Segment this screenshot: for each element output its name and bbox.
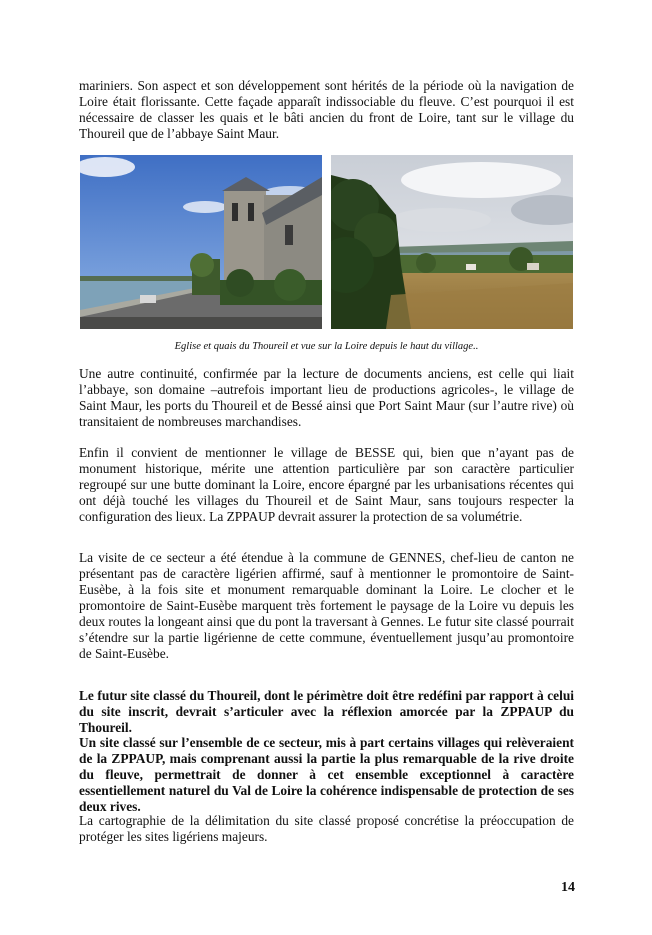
- paragraph-mariniers: mariniers. Son aspect et son développement sont hérités de la période où la navigation de Loire était florissante. Cette façade apparaît indissociable du fleuve. C’est pourquoi il est nécessaire de classer les quais et le bâti ancien du front de Loire, tant sur le village du Thoureil que de l’abbaye Saint Maur.: [79, 78, 574, 141]
- page-number: 14: [561, 880, 575, 895]
- paragraph-futur-site-classe: Le futur site classé du Thoureil, dont le périmètre doit être redéfini par rapport à celui du site inscrit, devrait s’articuler avec la réflexion amorcée par la ZPPAUP du Thoureil.: [79, 688, 574, 735]
- paragraph-cartographie: La cartographie de la délimitation du site classé proposé concrétise la préoccupation de protéger les sites ligériens majeurs.: [79, 813, 574, 844]
- paragraph-site-classe-ensemble: Un site classé sur l’ensemble de ce secteur, mis à part certains villages qui relèveraient de la ZPPAUP, mais comprenant aussi la partie la plus remarquable de la rive droite du fleuve, permettrait de donner à cet ensemble exceptionnel à caractère essentiellement naturel du Val de Loire la cohérence indispensable de protection de ses deux rives.: [79, 735, 574, 814]
- paragraph-gennes: La visite de ce secteur a été étendue à la commune de GENNES, chef-lieu de canton ne présentant pas de caractère ligérien affirmé, sauf à mentionner le promontoire de Saint-Eusèbe, à la fois site et monument remarquable dominant la Loire. Le clocher et le promontoire de Saint-Eusèbe marquent très fortement le paysage de la Loire vu depuis les deux routes la longeant ainsi que du pont la traversant à Gennes. Le futur site classé pourrait s’étendre sur la partie ligérienne de cette commune, éventuellement jusqu’au promontoire de Saint-Eusèbe.: [79, 550, 574, 661]
- photo-caption: Eglise et quais du Thoureil et vue sur la Loire depuis le haut du village..: [174, 341, 479, 352]
- paragraph-continuite: Une autre continuité, confirmée par la lecture de documents anciens, est celle qui liait l’abbaye, son domaine –autrefois important lieu de productions agricoles-, le village de Saint Maur, les ports du Thoureil et de Bessé ainsi que Port Saint Maur (sur l’autre rive) où transitaient de nombreuses marchandises.: [79, 366, 574, 429]
- photo-church-quays: [80, 155, 322, 329]
- photo-loire-view: [331, 155, 573, 329]
- paragraph-besse: Enfin il convient de mentionner le village de BESSE qui, bien que n’ayant pas de monument historique, mérite une attention particulière par son caractère particulier regroupé sur une butte dominant la Loire, encore épargné par les urbanisations récentes qui ont déjà touché les villages du Thoureil et de Saint Maur, sans toujours respecter la configuration des lieux. La ZPPAUP devrait assurer la protection de sa volumétrie.: [79, 445, 574, 524]
